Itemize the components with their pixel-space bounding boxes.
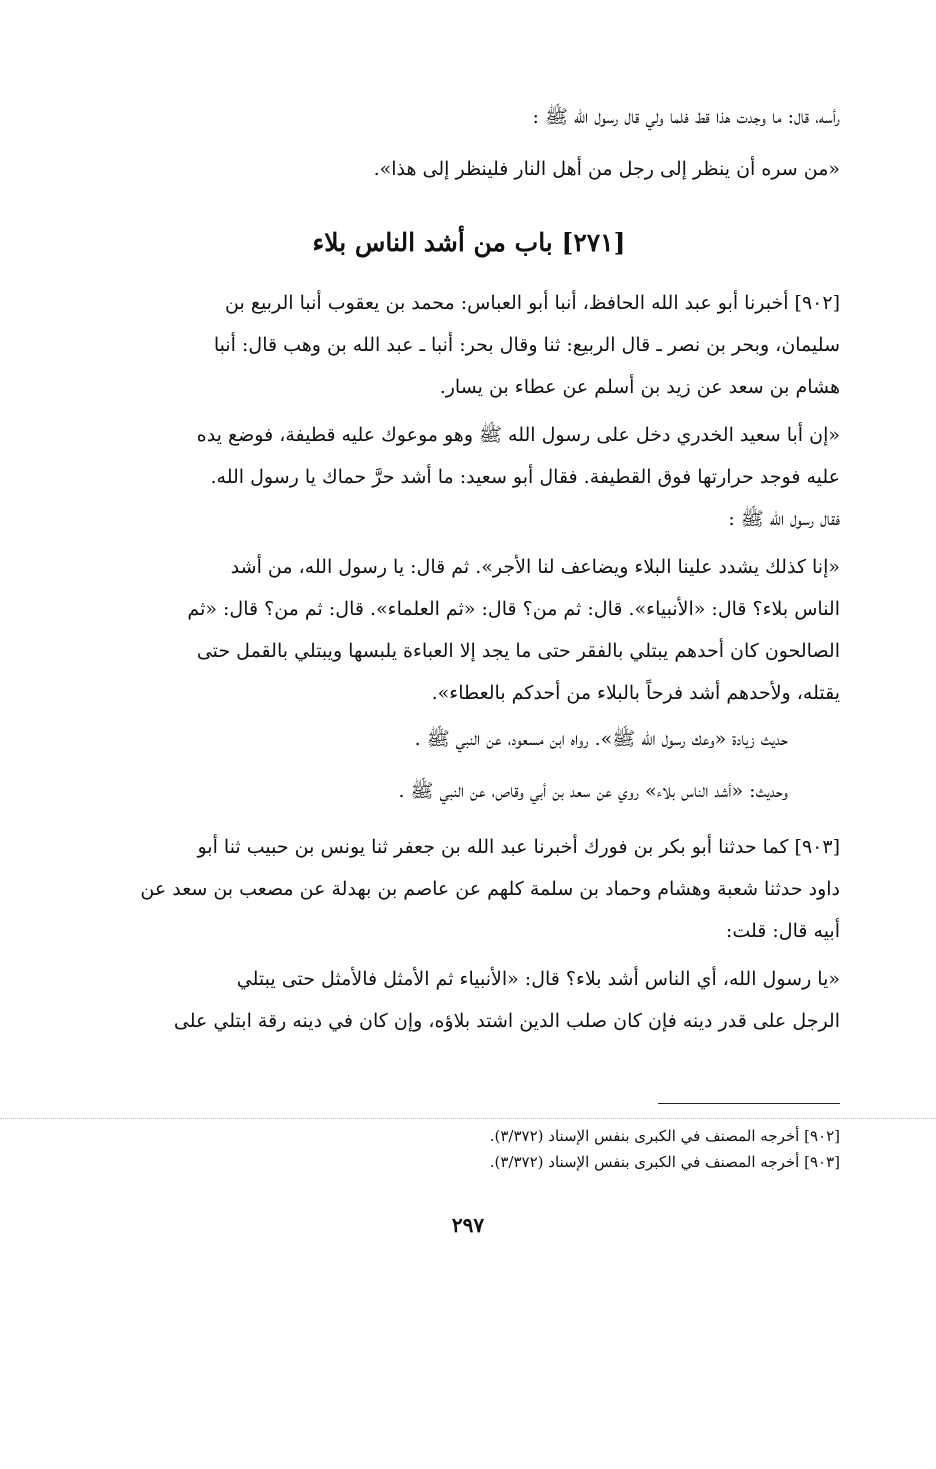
intro-paragraph [98, 96, 840, 138]
footnote-902: [٩٠٢] أخرجه المصنف في الكبرى بنفس الإسناد (٣/٣٧٢). [489, 1127, 840, 1145]
note-2 [98, 770, 840, 812]
hadith-902-isnad [98, 282, 840, 408]
text-line: «يا رسول الله، أي الناس أشد بلاء؟ قال: «الأنبياء ثم الأمثل فالأمثل حتى يبتلي [236, 968, 840, 990]
text-line: الرجل على قدر دينه فإن كان صلب الدين اشتد بلاؤه، وإن كان في دينه رقة ابتلي على [173, 1010, 840, 1032]
hadith-903-isnad [98, 826, 840, 952]
text-line: سليمان، وبحر بن نصر ـ قال الربيع: ثنا وقال بحر: أنبا ـ عبد الله بن وهب قال: أنبا [213, 334, 840, 356]
text-line: هشام بن سعد عن زيد بن أسلم عن عطاء بن يسار. [439, 376, 840, 398]
text-line: [٩٠٣] كما حدثنا أبو بكر بن فورك أخبرنا عبد الله بن جعفر ثنا يونس بن حبيب ثنا أبو [197, 836, 840, 858]
scan-artifact-line [0, 1118, 936, 1120]
text-line: «من سره أن ينظر إلى رجل من أهل النار فلينظر إلى هذا». [373, 158, 840, 180]
chapter-heading: [٢٧١] باب من أشد الناس بلاء [312, 228, 626, 257]
text-line: داود حدثنا شعبة وهشام وحماد بن سلمة كلهم عن عاصم بن بهدلة عن مصعب بن سعد عن [140, 878, 840, 900]
text-line: رأسه، قال: ما وجدت هذا قط فلما ولي قال رسول الله ﷺ : [532, 106, 840, 128]
page-number: ٢٩٧ [451, 1213, 485, 1237]
text-line: «إن أبا سعيد الخدري دخل على رسول الله ﷺ وهو موعوك عليه قطيفة، فوضع يده [196, 424, 840, 446]
intro-quote [98, 148, 840, 190]
text-line: وحديث: «أشد الناس بلاء» روي عن سعد بن أبي وقاص، عن النبي ﷺ . [398, 780, 788, 802]
text-line: الصالحون كان أحدهم يبتلي بالفقر حتى ما يجد إلا العباءة يلبسها ويبتلي بالقمل حتى [196, 640, 840, 662]
text-line: فقال رسول الله ﷺ : [728, 508, 840, 530]
text-line: يقتله، ولأحدهم أشد فرحاً بالبلاء من أحدكم بالعطاء». [431, 682, 840, 704]
footnote-903: [٩٠٣] أخرجه المصنف في الكبرى بنفس الإسناد (٣/٣٧٢). [489, 1153, 840, 1171]
footnote-divider [658, 1103, 840, 1104]
text-line: الناس بلاء؟ قال: «الأنبياء». قال: ثم من؟ قال: «ثم العلماء». قال: ثم من؟ قال: «ثم [187, 598, 840, 620]
hadith-902-text-1 [98, 414, 840, 540]
hadith-902-text-2 [98, 546, 840, 714]
text-line: أبيه قال: قلت: [725, 920, 840, 942]
hadith-903-text [98, 958, 840, 1042]
text-line: «إنا كذلك يشدد علينا البلاء ويضاعف لنا الأجر». ثم قال: يا رسول الله، من أشد [230, 556, 840, 578]
note-1 [98, 718, 840, 760]
footnotes [98, 1123, 840, 1175]
text-line: حديث زيادة «وعك رسول الله ﷺ». رواه ابن مسعود، عن النبي ﷺ . [414, 728, 788, 750]
text-line: [٩٠٢] أخبرنا أبو عبد الله الحافظ، أنبا أبو العباس: محمد بن يعقوب أنبا الربيع بن [225, 292, 840, 314]
text-line: عليه فوجد حرارتها فوق القطيفة. فقال أبو سعيد: ما أشد حرَّ حماك يا رسول الله. [210, 466, 840, 488]
